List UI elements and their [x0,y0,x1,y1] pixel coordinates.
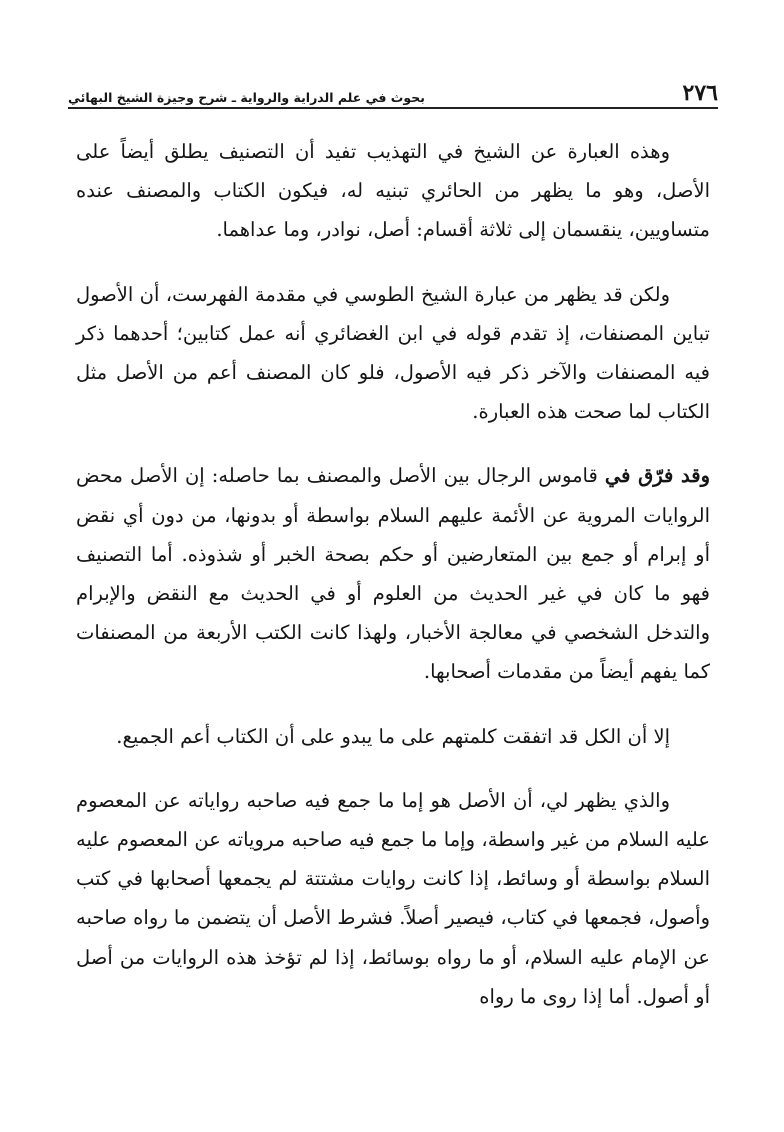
running-header [68,74,718,109]
paragraph-4: إلا أن الكل قد اتفقت كلمتهم على ما يبدو على أن الكتاب أعم الجميع. [116,724,670,748]
paragraph-3-text: قاموس الرجال بين الأصل والمصنف بما حاصله: إن الأصل محض الروايات المروية عن الأئمة عليهم السلام بواسطة أو بدونها، من دون أي نقض أو إبرام أو جمع بين المتعارضين أو حكم بصحة الخبر أو شذوذه. أما التصنيف فهو ما كان في غير الحديث من العلوم أو في الحديث مع النقض والإبرام والتدخل الشخصي في معالجة الأخبار، ولهذا كانت الكتب الأربعة من المصنفات كما يفهم أيضاً من مقدمات أصحابها. [76,464,710,684]
paragraph-3-bold-lead: وقد فرّق في [604,464,710,488]
paragraph-3 [76,456,710,691]
running-header-title: بحوث في علم الدراية والرواية ـ شرح وجيزة الشيخ البهائي [68,89,425,105]
paragraph-2: ولكن قد يظهر من عبارة الشيخ الطوسي في مقدمة الفهرست، أن الأصول تباين المصنفات، إذ تقدم قوله في ابن الغضائري أنه عمل كتابين؛ أحدهما ذكر فيه المصنفات والآخر ذكر فيه الأصول، فلو كان المصنف أعم من الأصل مثل الكتاب لما صحت هذه العبارة. [76,282,710,424]
paragraph-1: وهذه العبارة عن الشيخ في التهذيب تفيد أن التصنيف يطلق أيضاً على الأصل، وهو ما يظهر من الحائري تبنيه له، فيكون الكتاب والمصنف عنده متساويين، ينقسمان إلى ثلاثة أقسام: أصل، نوادر، وما عداهما. [76,140,710,242]
paragraph-5: والذي يظهر لي، أن الأصل هو إما ما جمع فيه صاحبه رواياته عن المعصوم عليه السلام من غير واسطة، وإما ما جمع فيه صاحبه مروياته عن المعصوم عليه السلام بواسطة أو وسائط، إذا كانت روايات مشتتة لم يجمعها أصحابها في كتب وأصول، فجمعها في كتاب، فيصير أصلاً. فشرط الأصل أن يتضمن ما رواه صاحبه عن الإمام عليه السلام، أو ما رواه بوسائط، إذا لم تؤخذ هذه الروايات من أصل أو أصول. أما إذا روى ما رواه [76,788,710,1008]
page-number: ٢٧٦ [682,80,718,106]
body-text [76,132,710,1041]
